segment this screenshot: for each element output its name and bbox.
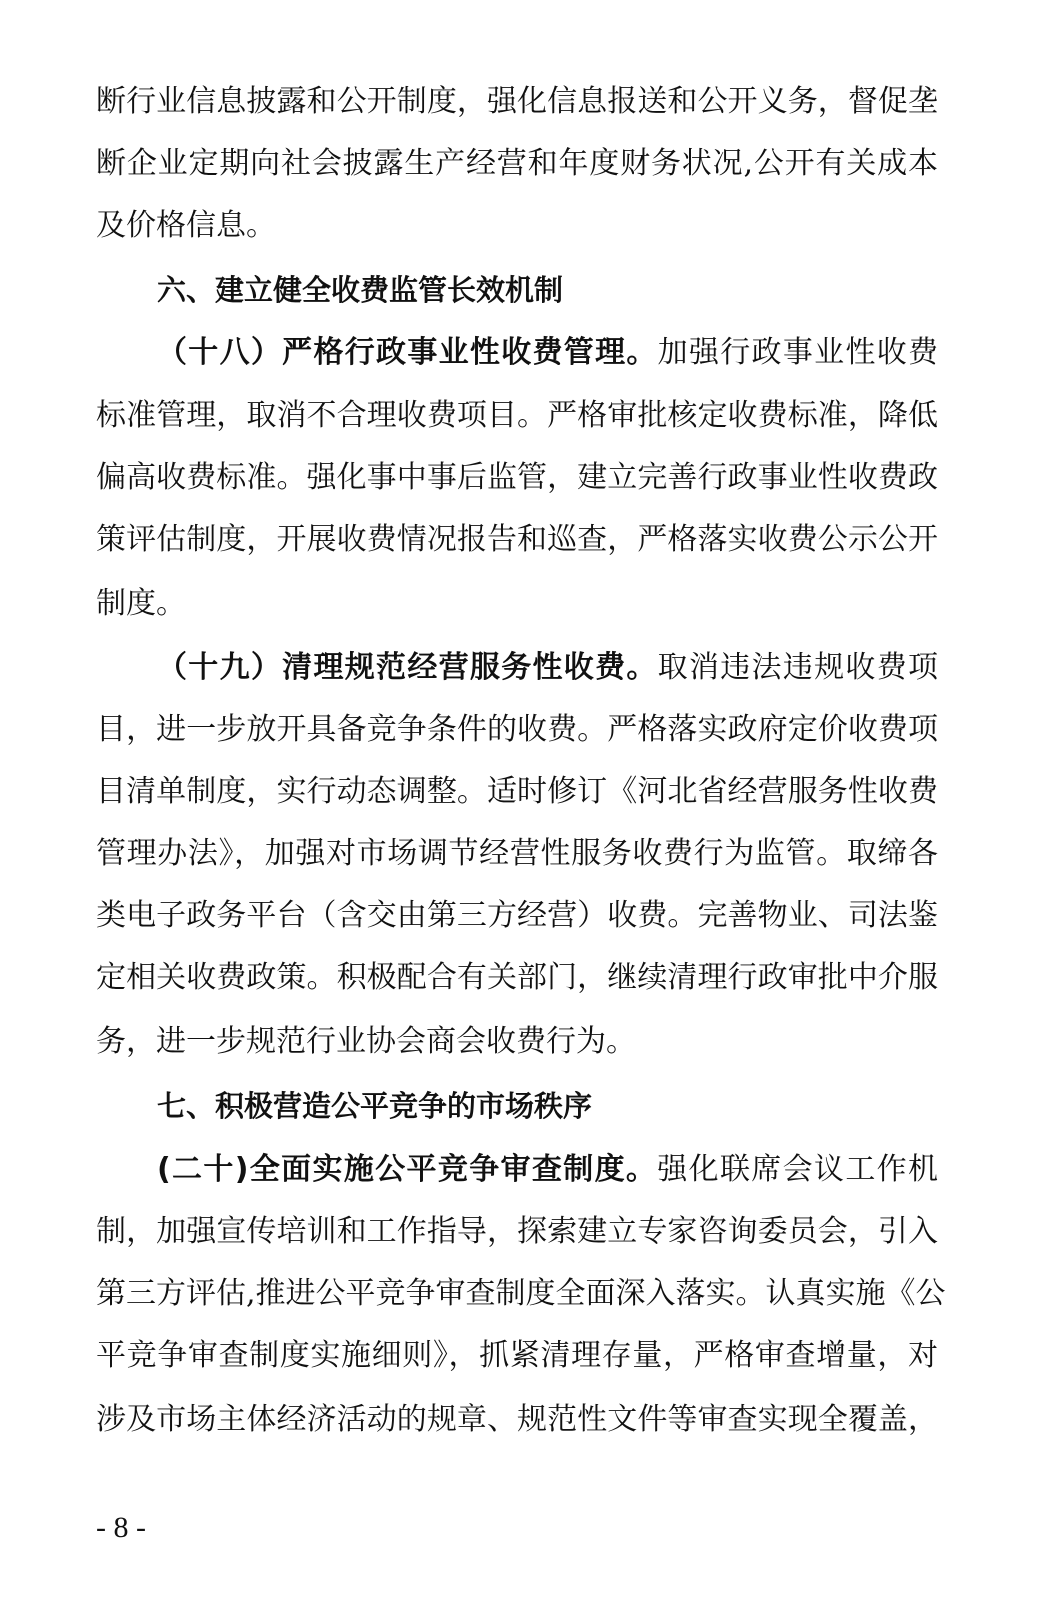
body-line: 断企业定期向社会披露生产经营和年度财务状况,公开有关成本 (96, 146, 938, 181)
para-20-first-line (157, 1150, 938, 1190)
para-18-first-line (157, 333, 938, 373)
body-line: 标准管理，取消不合理收费项目。严格审批核定收费标准，降低 (96, 398, 938, 433)
para-19-title: （十九）清理规范经营服务性收费。 (157, 650, 658, 685)
body-line: 涉及市场主体经济活动的规章、规范性文件等审查实现全覆盖， (96, 1402, 938, 1437)
page-number: - 8 - (96, 1511, 146, 1544)
section-heading-7: 七、积极营造公平竞争的市场秩序 (157, 1089, 593, 1123)
para-20-lead: 强化联席会议工作机 (657, 1152, 939, 1187)
body-line: 目清单制度，实行动态调整。适时修订《河北省经营服务性收费 (96, 774, 938, 809)
body-line: 制，加强宣传培训和工作指导，探索建立专家咨询委员会，引入 (96, 1214, 938, 1249)
body-line: 务，进一步规范行业协会商会收费行为。 (96, 1024, 636, 1059)
body-line: 断行业信息披露和公开制度，强化信息报送和公开义务，督促垄 (96, 84, 938, 119)
body-line: 类电子政务平台（含交由第三方经营）收费。完善物业、司法鉴 (96, 898, 938, 933)
section-heading-6: 六、建立健全收费监管长效机制 (157, 273, 564, 307)
body-line: 制度。 (96, 586, 186, 621)
body-line: 平竞争审查制度实施细则》，抓紧清理存量，严格审查增量，对 (96, 1338, 938, 1373)
body-line: 定相关收费政策。积极配合有关部门，继续清理行政审批中介服 (96, 960, 938, 995)
body-line: 及价格信息。 (96, 208, 276, 243)
para-19-lead: 取消违法违规收费项 (657, 650, 939, 685)
para-19-first-line (157, 648, 938, 688)
para-18-title: （十八）严格行政事业性收费管理。 (157, 335, 658, 370)
body-line: 管理办法》，加强对市场调节经营性服务收费行为监管。取缔各 (96, 836, 938, 871)
body-line: 策评估制度，开展收费情况报告和巡查，严格落实收费公示公开 (96, 522, 938, 557)
para-20-title: (二十)全面实施公平竞争审查制度。 (157, 1152, 658, 1187)
body-line: 第三方评估,推进公平竞争审查制度全面深入落实。认真实施《公 (96, 1276, 946, 1311)
body-line: 目，进一步放开具备竞争条件的收费。严格落实政府定价收费项 (96, 712, 938, 747)
para-18-lead: 加强行政事业性收费 (657, 335, 939, 370)
body-line: 偏高收费标准。强化事中事后监管，建立完善行政事业性收费政 (96, 460, 938, 495)
